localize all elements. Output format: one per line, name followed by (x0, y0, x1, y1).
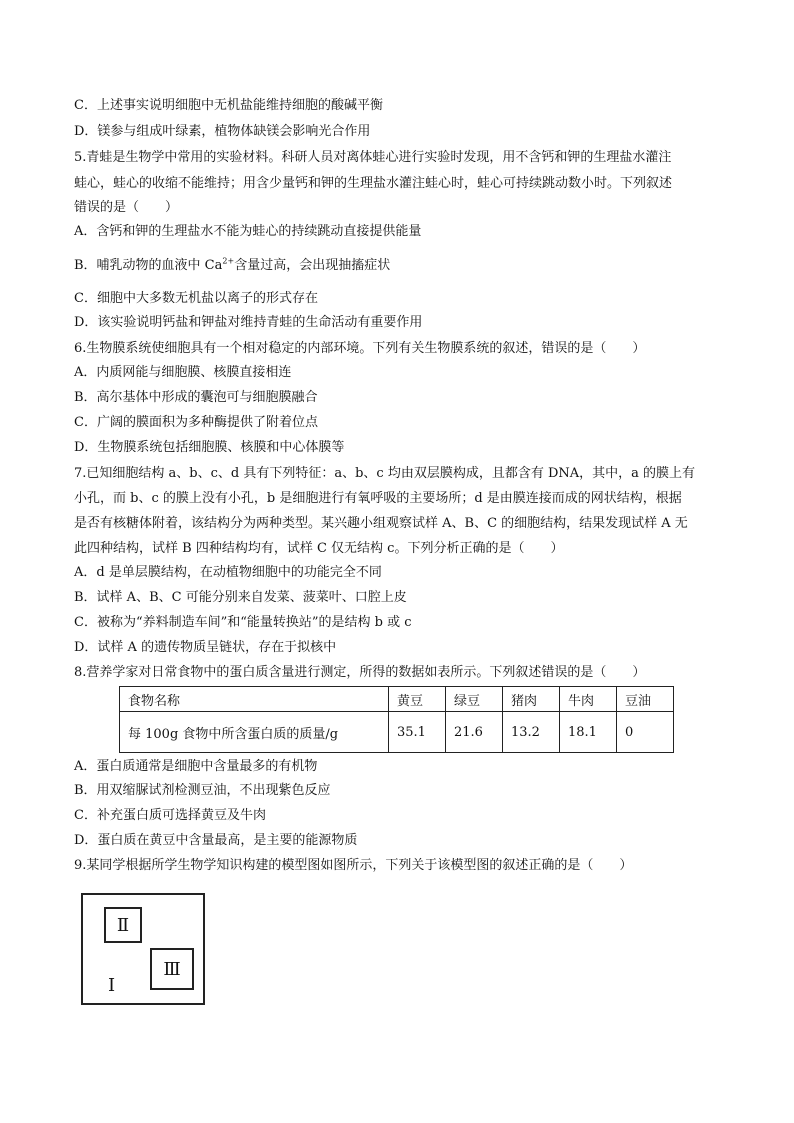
q5-option-b-text: B．哺乳动物的血液中 Ca (74, 258, 223, 273)
table-header-cell: 食物名称 (120, 687, 389, 712)
q7-option-d: D．试样 A 的遗传物质呈链状，存在于拟核中 (74, 640, 337, 655)
model-label-ii: Ⅱ (116, 914, 130, 936)
q9-stem: 9.某同学根据所学生物学知识构建的模型图如图所示，下列关于该模型图的叙述正确的是（ ） (74, 858, 633, 873)
protein-content-table (119, 686, 674, 753)
q5-option-d: D．该实验说明钙盐和钾盐对维持青蛙的生命活动有重要作用 (74, 315, 423, 330)
q4-option-c: C．上述事实说明细胞中无机盐能维持细胞的酸碱平衡 (74, 98, 383, 113)
table-row-label: 每 100g 食物中所含蛋白质的质量/g (120, 712, 389, 753)
q5-option-c: C．细胞中大多数无机盐以离子的形式存在 (74, 291, 318, 306)
model-label-iii: Ⅲ (163, 958, 181, 980)
q6-option-d: D．生物膜系统包括细胞膜、核膜和中心体膜等 (74, 440, 345, 455)
table-header-cell: 猪肉 (503, 687, 560, 712)
table-header-row (120, 687, 674, 712)
table-header-cell: 黄豆 (389, 687, 446, 712)
q7-stem-line1: 7.已知细胞结构 a、b、c、d 具有下列特征：a、b、c 均由双层膜构成，且都含有 DNA，其中，a 的膜上有 (74, 466, 696, 481)
q7-stem-line4: 此四种结构，试样 B 四种结构均有，试样 C 仅无结构 c。下列分析正确的是（ ） (74, 541, 564, 556)
table-header-cell: 豆油 (617, 687, 674, 712)
q7-option-b: B．试样 A、B、C 可能分别来自发菜、菠菜叶、口腔上皮 (74, 590, 407, 605)
q4-option-d: D．镁参与组成叶绿素，植物体缺镁会影响光合作用 (74, 124, 371, 139)
q8-option-d: D．蛋白质在黄豆中含量最高，是主要的能源物质 (74, 833, 358, 848)
table-row (120, 712, 674, 753)
q7-option-c: C．被称为“养料制造车间”和“能量转换站”的是结构 b 或 c (74, 615, 412, 630)
q7-stem-line2: 小孔，而 b、c 的膜上没有小孔，b 是细胞进行有氧呼吸的主要场所；d 是由膜连接而成的网状结构，根据 (74, 491, 682, 506)
table-cell: 0 (617, 712, 674, 753)
q7-option-a: A．d 是单层膜结构，在动植物细胞中的功能完全不同 (74, 565, 382, 580)
q6-option-c: C．广阔的膜面积为多种酶提供了附着位点 (74, 415, 318, 430)
q6-option-b: B．高尔基体中形成的囊泡可与细胞膜融合 (74, 390, 318, 405)
q5-option-b-text-rest: 含量过高，会出现抽搐症状 (234, 258, 391, 273)
q7-stem-line3: 是否有核糖体附着，该结构分为两种类型。某兴趣小组观察试样 A、B、C 的细胞结构，结果发现试样 A 无 (74, 516, 688, 531)
q8-option-c: C．补充蛋白质可选择黄豆及牛肉 (74, 808, 266, 823)
model-box-iii (150, 948, 194, 990)
table-header-cell: 绿豆 (446, 687, 503, 712)
q5-option-a: A．含钙和钾的生理盐水不能为蛙心的持续跳动直接提供能量 (74, 224, 422, 239)
q6-stem: 6.生物膜系统使细胞具有一个相对稳定的内部环境。下列有关生物膜系统的叙述，错误的是（ ） (74, 341, 646, 356)
table-cell: 21.6 (446, 712, 503, 753)
table-header-cell: 牛肉 (560, 687, 617, 712)
model-box-ii (104, 907, 142, 943)
q5-stem-line1: 5.青蛙是生物学中常用的实验材料。科研人员对离体蛙心进行实验时发现，用不含钙和钾的生理盐水灌注 (74, 150, 672, 165)
table-cell: 18.1 (560, 712, 617, 753)
model-label-i: Ⅰ (108, 975, 116, 996)
q8-stem: 8.营养学家对日常食物中的蛋白质含量进行测定，所得的数据如表所示。下列叙述错误的是（ ） (74, 665, 646, 680)
model-diagram (81, 893, 205, 1005)
q5-stem-line3: 错误的是（ ） (74, 200, 179, 215)
q6-option-a: A．内质网能与细胞膜、核膜直接相连 (74, 365, 292, 380)
q5-option-b (74, 257, 724, 275)
q8-option-a: A．蛋白质通常是细胞中含量最多的有机物 (74, 759, 318, 774)
q5-stem-line2: 蛙心，蛙心的收缩不能维持；用含少量钙和钾的生理盐水灌注蛙心时，蛙心可持续跳动数小时。下列叙述 (74, 176, 673, 191)
table-cell: 35.1 (389, 712, 446, 753)
q8-option-b: B．用双缩脲试剂检测豆油，不出现紫色反应 (74, 783, 331, 798)
calcium-charge-superscript: 2+ (222, 256, 235, 266)
table-cell: 13.2 (503, 712, 560, 753)
